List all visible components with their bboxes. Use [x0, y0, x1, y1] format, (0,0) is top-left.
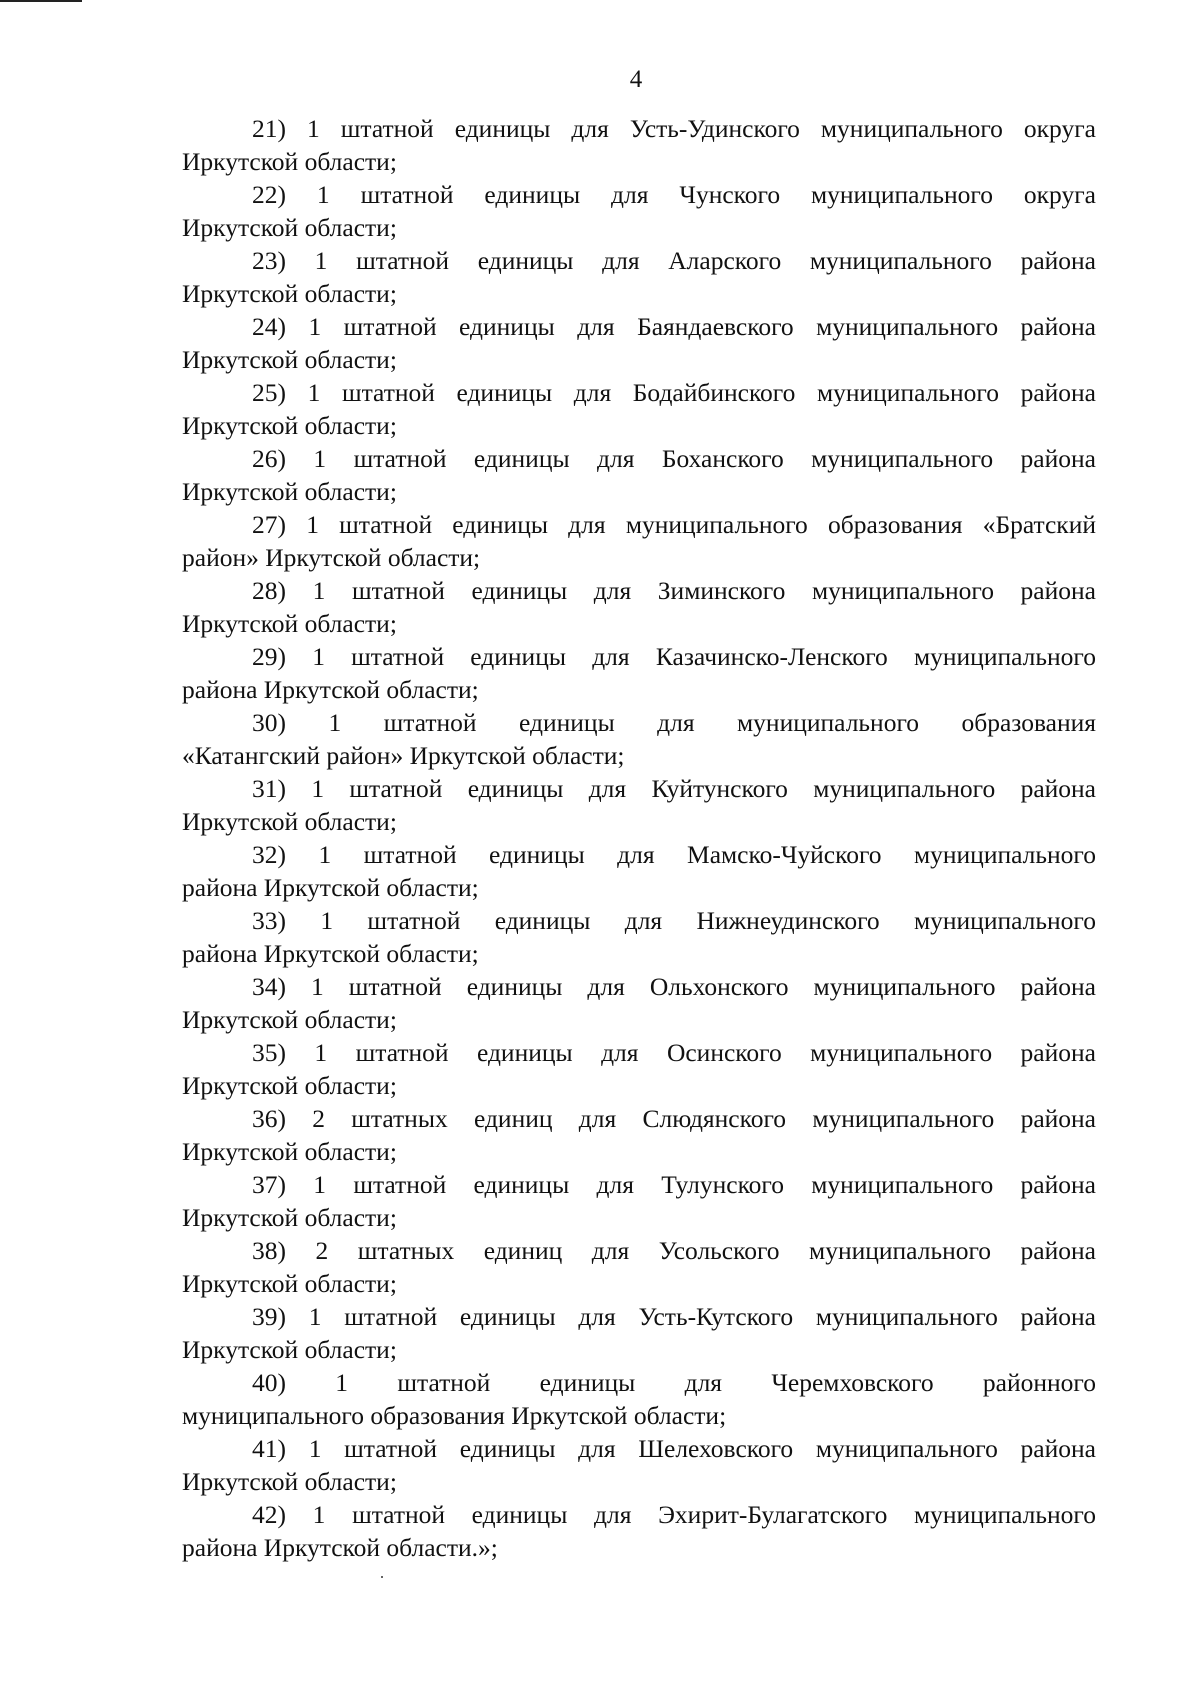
list-item: 30) 1 штатной единицы для муниципального образования «Катангский район» Иркутской области;	[182, 708, 1096, 770]
list-item: 33) 1 штатной единицы для Нижнеудинского муниципального района Иркутской области;	[182, 906, 1096, 968]
list-item: 34) 1 штатной единицы для Ольхонского муниципального района Иркутской области;	[182, 972, 1096, 1034]
enumerated-list	[182, 112, 1096, 1564]
list-item: 23) 1 штатной единицы для Аларского муниципального района Иркутской области;	[182, 246, 1096, 308]
list-item: 28) 1 штатной единицы для Зиминского муниципального района Иркутской области;	[182, 576, 1096, 638]
list-item: 37) 1 штатной единицы для Тулунского муниципального района Иркутской области;	[182, 1170, 1096, 1232]
list-item: 36) 2 штатных единиц для Слюдянского муниципального района Иркутской области;	[182, 1104, 1096, 1166]
list-item: 41) 1 штатной единицы для Шелеховского муниципального района Иркутской области;	[182, 1434, 1096, 1496]
list-item: 29) 1 штатной единицы для Казачинско-Ленского муниципального района Иркутской области;	[182, 642, 1096, 704]
list-item: 32) 1 штатной единицы для Мамско-Чуйского муниципального района Иркутской области;	[182, 840, 1096, 902]
list-item: 22) 1 штатной единицы для Чунского муниципального округа Иркутской области;	[182, 180, 1096, 242]
list-item: 24) 1 штатной единицы для Баяндаевского муниципального района Иркутской области;	[182, 312, 1096, 374]
list-item: 25) 1 штатной единицы для Бодайбинского муниципального района Иркутской области;	[182, 378, 1096, 440]
scan-corner-mark	[0, 0, 82, 2]
list-item: 31) 1 штатной единицы для Куйтунского муниципального района Иркутской области;	[182, 774, 1096, 836]
list-item: 27) 1 штатной единицы для муниципального образования «Братский район» Иркутской области;	[182, 510, 1096, 572]
list-item: 26) 1 штатной единицы для Боханского муниципального района Иркутской области;	[182, 444, 1096, 506]
list-item: 39) 1 штатной единицы для Усть-Кутского муниципального района Иркутской области;	[182, 1302, 1096, 1364]
scan-speck	[381, 1576, 383, 1578]
list-item: 38) 2 штатных единиц для Усольского муниципального района Иркутской области;	[182, 1236, 1096, 1298]
list-item: 40) 1 штатной единицы для Черемховского районного муниципального образования Иркутской области;	[182, 1368, 1096, 1430]
page-number: 4	[629, 66, 643, 93]
list-item: 35) 1 штатной единицы для Осинского муниципального района Иркутской области;	[182, 1038, 1096, 1100]
list-item: 42) 1 штатной единицы для Эхирит-Булагатского муниципального района Иркутской области.»;	[182, 1500, 1096, 1562]
list-item: 21) 1 штатной единицы для Усть-Удинского муниципального округа Иркутской области;	[182, 114, 1096, 176]
